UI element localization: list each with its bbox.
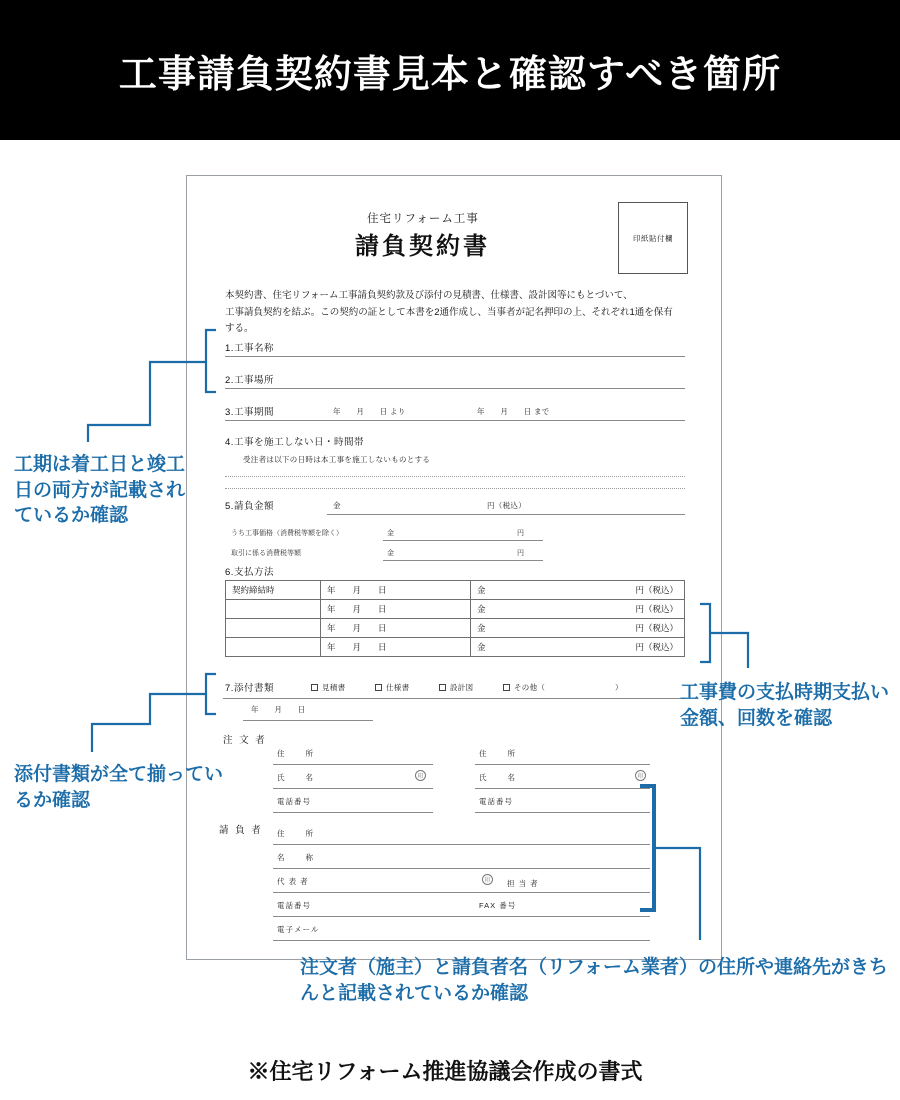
seal-icon: 印: [415, 770, 426, 781]
field-rule-4a: [225, 476, 685, 477]
attachment-rule: [223, 698, 685, 699]
contractor-fax-label: FAX 番号: [479, 901, 517, 910]
intro-line-2: 工事請負契約を結ぶ。この契約の証として本書を2通作成し、当事者が記名押印の上、それぞれ1通を保有する。: [225, 306, 673, 335]
payment-table: [225, 580, 685, 657]
client-section-label: 注 文 者: [223, 735, 267, 746]
period-from: 年 月 日 より: [333, 407, 406, 416]
attachment-date-rule: [243, 720, 373, 721]
payment-amount: 金 円（税込）: [471, 581, 685, 600]
contractor-staff-label: 担 当 者: [507, 879, 539, 888]
payment-amount: 金 円（税込）: [471, 638, 685, 657]
payment-table-body: [226, 581, 685, 657]
contractor-representative-rule: [273, 892, 650, 893]
payment-date: 年 月 日: [321, 619, 471, 638]
field-rule-4b: [225, 488, 685, 489]
amount-sub2-unit: 円: [517, 550, 524, 557]
attachment-option-4[interactable]: その他（: [503, 682, 545, 693]
contractor-address-label: 住 所: [277, 829, 315, 838]
client-name-rule: [273, 788, 433, 789]
client-address-rule: [273, 764, 433, 765]
field-label-1: 1.工事名称: [225, 343, 274, 354]
contractor-company-label: 名 称: [277, 853, 315, 862]
field-rule-3: [225, 420, 685, 421]
table-row: [226, 581, 685, 600]
field-rule-2: [225, 388, 685, 389]
guarantor-phone-rule: [475, 812, 650, 813]
checkbox-icon[interactable]: [503, 684, 510, 691]
client-phone-rule: [273, 812, 433, 813]
amount-sub2-rule: [383, 560, 543, 561]
payment-date: 年 月 日: [321, 581, 471, 600]
client-phone-label: 電話番号: [277, 797, 311, 806]
field-label-2: 2.工事場所: [225, 375, 274, 386]
contractor-address-rule: [273, 844, 650, 845]
payment-date: 年 月 日: [321, 600, 471, 619]
intro-paragraph: [225, 288, 675, 338]
attachment-option-3[interactable]: 設計図: [439, 682, 473, 693]
attachment-option-2[interactable]: 仕様書: [375, 682, 409, 693]
payment-date: 年 月 日: [321, 638, 471, 657]
attachment-option-4-close: ）: [615, 683, 623, 692]
client-address-label: 住 所: [277, 749, 315, 758]
amount-money-mark: 金: [333, 501, 341, 510]
amount-sub2-label: 取引に係る消費税等額: [231, 550, 301, 557]
payment-amount: 金 円（税込）: [471, 619, 685, 638]
contractor-phone-label: 電話番号: [277, 901, 311, 910]
checkbox-icon[interactable]: [311, 684, 318, 691]
annotation-left-top: 工期は着工日と竣工日の両方が記載されているか確認: [14, 454, 186, 527]
table-row: [226, 600, 685, 619]
amount-unit: 円（税込）: [487, 501, 526, 510]
checkbox-icon[interactable]: [375, 684, 382, 691]
attachment-date: 年 月 日: [251, 705, 306, 714]
amount-sub1-money: 金: [387, 530, 394, 537]
page-title: 工事請負契約書見本と確認すべき箇所: [118, 53, 782, 96]
payment-timing: [226, 600, 321, 619]
field-label-7: 7.添付書類: [225, 683, 274, 694]
no4-note: 受注者は以下の日時は本工事を施工しないものとする: [243, 455, 431, 464]
field-rule-1: [225, 356, 685, 357]
contractor-phone-rule: [273, 916, 650, 917]
amount-sub1-label: うち工事価格（消費税等額を除く）: [231, 530, 343, 537]
seal-icon: 印: [482, 874, 493, 885]
attachment-option-1[interactable]: 見積書: [311, 682, 345, 693]
annotation-bottom: 注文者（施主）と請負者名（リフォーム業者）の住所や連絡先がきちんと記載されているか確認: [300, 957, 889, 1004]
client-name-label: 氏 名: [277, 773, 315, 782]
field-label-6: 6.支払方法: [225, 567, 274, 578]
guarantor-address-label: 住 所: [479, 749, 517, 758]
contractor-email-label: 電子メール: [277, 925, 320, 934]
annotation-left-bottom: 添付書類が全て揃っているか確認: [14, 764, 224, 811]
contractor-section-label: 請 負 者: [219, 825, 263, 836]
contract-sheet: [186, 175, 722, 960]
contractor-email-rule: [273, 940, 650, 941]
table-row: [226, 619, 685, 638]
field-label-4: 4.工事を施工しない日・時間帯: [225, 437, 364, 448]
field-label-5: 5.請負金額: [225, 501, 274, 512]
guarantor-name-label: 氏 名: [479, 773, 517, 782]
checkbox-icon[interactable]: [439, 684, 446, 691]
period-to: 年 月 日 まで: [477, 407, 550, 416]
document-subtitle: 住宅リフォーム工事: [367, 213, 479, 225]
stamp-box: 印紙貼付欄: [618, 202, 688, 274]
payment-amount: 金 円（税込）: [471, 600, 685, 619]
contractor-company-rule: [273, 868, 650, 869]
table-row: [226, 638, 685, 657]
amount-sub1-rule: [383, 540, 543, 541]
footnote: ※住宅リフォーム推進協議会作成の書式: [247, 1059, 643, 1084]
document-title: 請負契約書: [355, 233, 490, 260]
field-label-3: 3.工事期間: [225, 407, 274, 418]
guarantor-phone-label: 電話番号: [479, 797, 513, 806]
payment-timing: [226, 619, 321, 638]
payment-timing: [226, 638, 321, 657]
intro-line-1: 本契約書、住宅リフォーム工事請負契約款及び添付の見積書、仕様書、設計図等にもとづいて、: [225, 290, 633, 301]
amount-rule: [327, 514, 685, 515]
annotation-right: 工事費の支払時期支払い金額、回数を確認: [680, 682, 890, 729]
amount-sub1-unit: 円: [517, 530, 524, 537]
guarantor-name-rule: [475, 788, 650, 789]
contractor-representative-label: 代 表 者: [277, 877, 309, 886]
amount-sub2-money: 金: [387, 550, 394, 557]
payment-timing: 契約締結時: [226, 581, 321, 600]
guarantor-address-rule: [475, 764, 650, 765]
seal-icon: 印: [635, 770, 646, 781]
